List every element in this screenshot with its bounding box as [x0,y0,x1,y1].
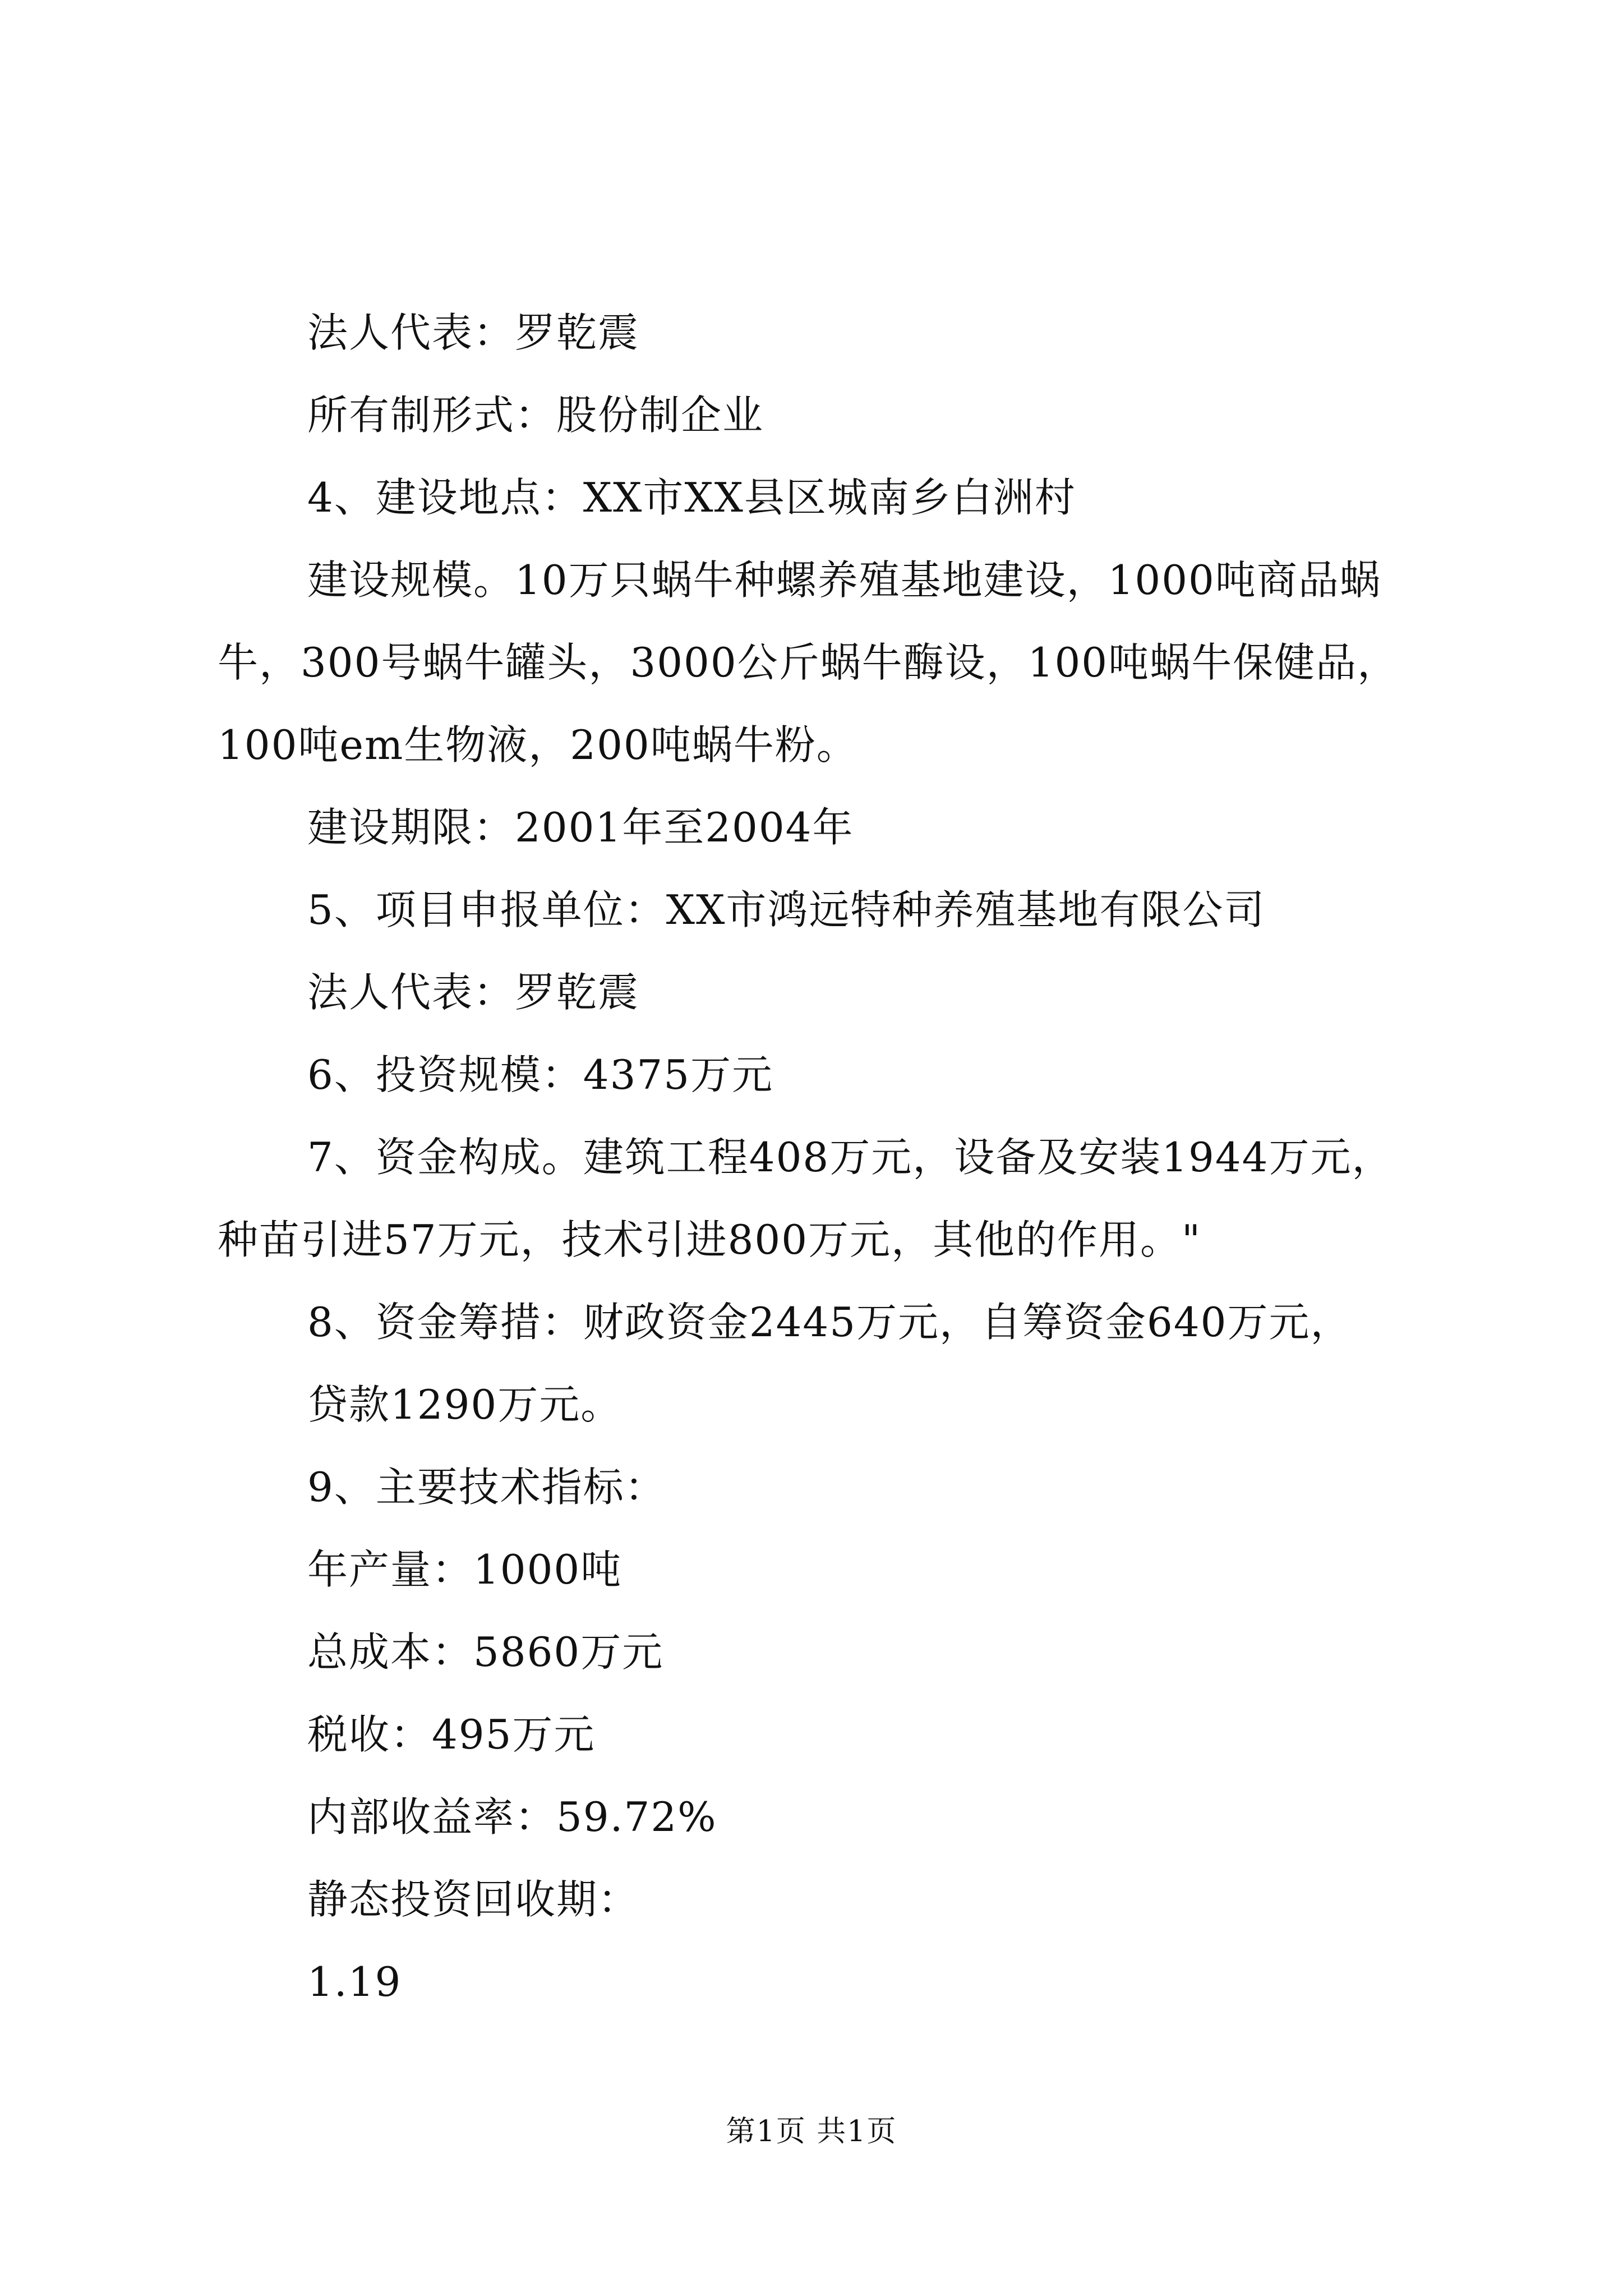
paragraph-scale-line-2: 牛，300号蜗牛罐头，3000公斤蜗牛酶设，100吨蜗牛保健品， [218,639,1399,686]
paragraph-scale-line-1: 建设规模。10万只蜗牛种螺养殖基地建设，1000吨商品蜗 [307,556,1381,604]
paragraph-investment: 6、投资规模：4375万元 [307,1051,774,1098]
page-footer: 第1页 共1页 [726,2115,897,2148]
paragraph-applicant: 5、项目申报单位：XX市鸿远特种养殖基地有限公司 [307,886,1266,933]
paragraph-ownership: 所有制形式：股份制企业 [307,392,764,439]
paragraph-funding-line-1: 8、资金筹措：财政资金2445万元，自筹资金640万元， [307,1299,1352,1346]
paragraph-annual-output: 年产量：1000吨 [307,1546,623,1593]
paragraph-tax: 税收：495万元 [307,1711,596,1758]
paragraph-irr: 内部收益率：59.72% [307,1793,717,1841]
paragraph-composition-line-1: 7、资金构成。建筑工程408万元，设备及安装1944万元， [307,1134,1394,1181]
paragraph-scale-line-3: 100吨em生物液，200吨蜗牛粉。 [218,721,858,769]
paragraph-indicators-heading: 9、主要技术指标： [307,1464,666,1511]
document-body [218,292,1440,2023]
paragraph-payback-label: 静态投资回收期： [307,1876,640,1923]
paragraph-period: 建设期限：2001年至2004年 [307,804,854,851]
paragraph-payback-value: 1.19 [307,1958,402,2005]
paragraph-legal-rep-1: 法人代表：罗乾震 [307,309,640,356]
paragraph-composition-line-2: 种苗引进57万元，技术引进800万元，其他的作用。" [218,1216,1202,1263]
paragraph-total-cost: 总成本：5860万元 [307,1628,664,1676]
paragraph-funding-line-2: 贷款1290万元。 [307,1381,623,1428]
paragraph-legal-rep-2: 法人代表：罗乾震 [307,969,640,1016]
paragraph-location: 4、建设地点：XX市XX县区城南乡白洲村 [307,474,1076,521]
